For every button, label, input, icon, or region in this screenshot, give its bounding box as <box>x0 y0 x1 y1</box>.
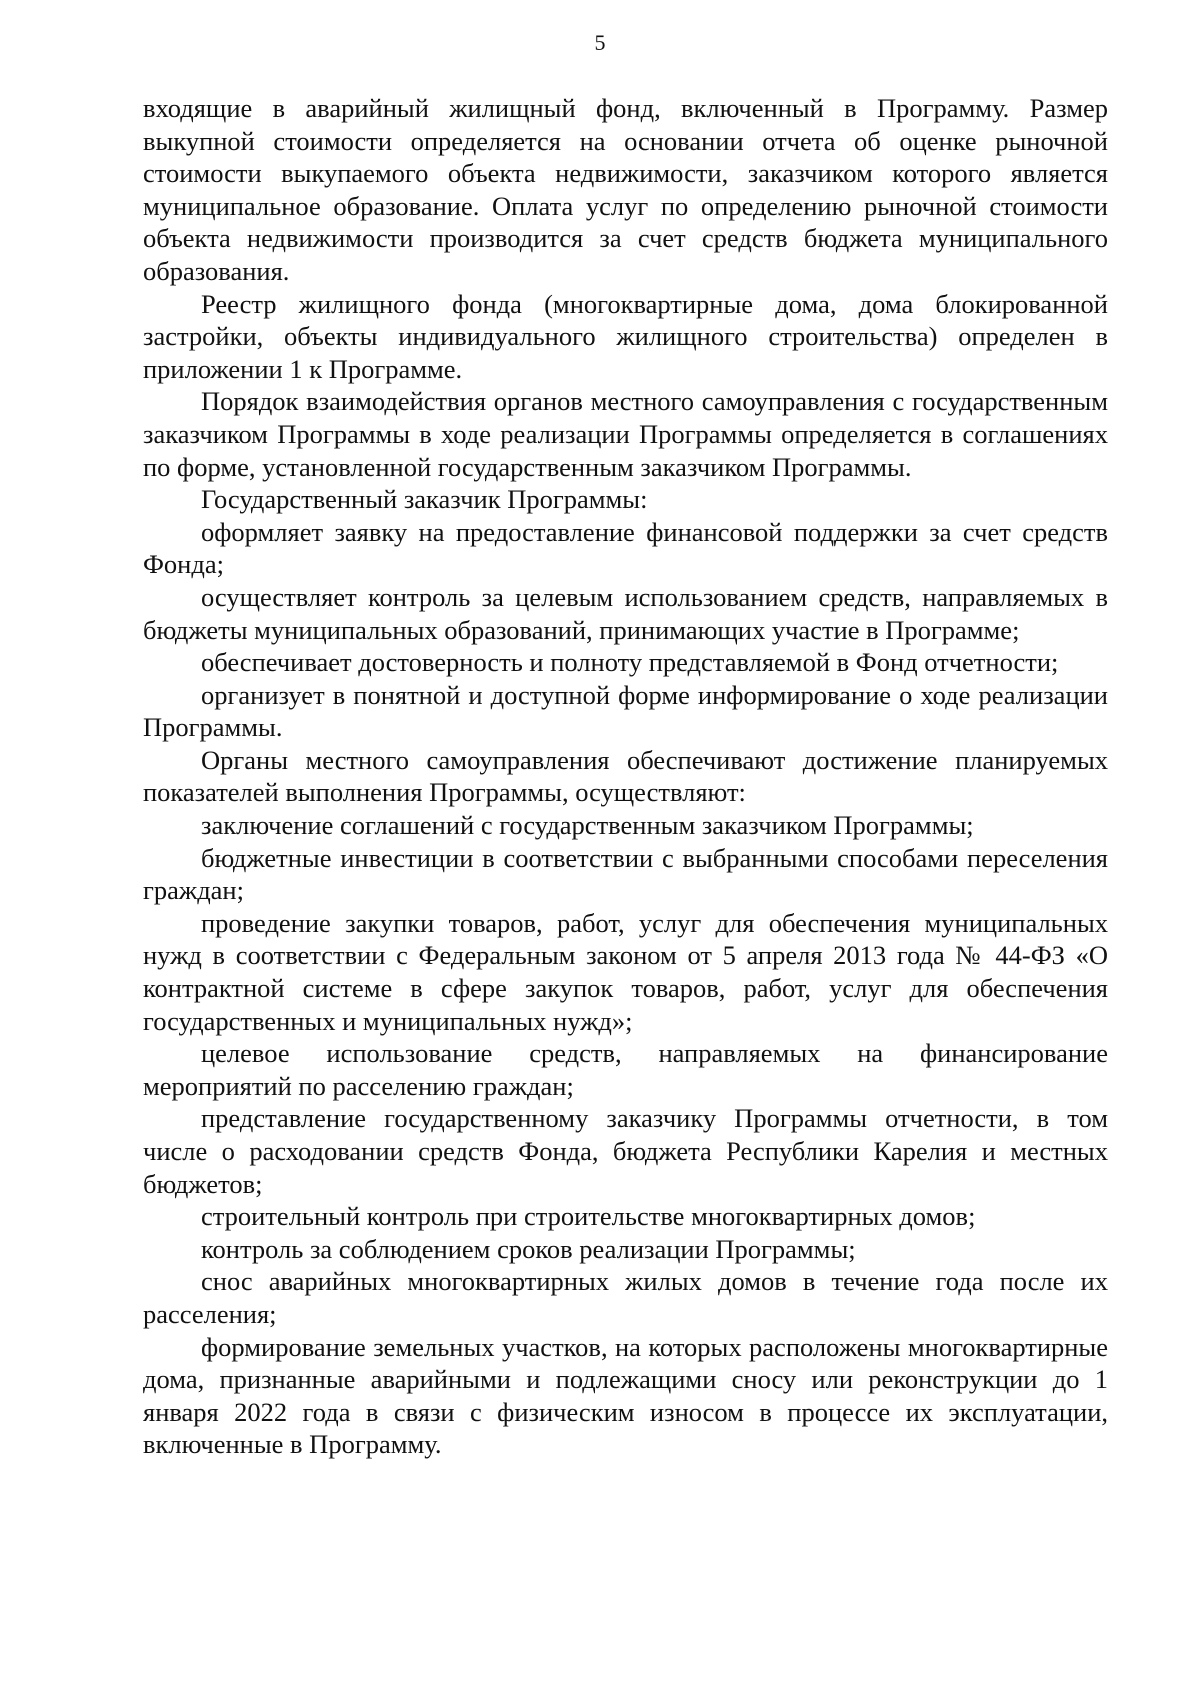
list-item-land-plots: формирование земельных участков, на которых расположены многоквартирные дома, признанные аварийными и подлежащими сносу или реконструкции до 1 января 2022 года в связи с физическим износом в процессе их эксплуатации, включенные в Программу. <box>143 1331 1108 1460</box>
page-number: 5 <box>594 30 606 55</box>
list-item-targeted-use: целевое использование средств, направляемых на финансирование мероприятий по расселению граждан; <box>143 1038 1108 1101</box>
list-item-agreements: заключение соглашений с государственным заказчиком Программы; <box>201 810 974 841</box>
paragraph-redemption-price: входящие в аварийный жилищный фонд, включенный в Программу. Размер выкупной стоимости определяется на основании отчета об оценке рыночной стоимости выкупаемого объекта недвижимости, заказчиком которого является муниципальное образование. Оплата услуг по определению рыночной стоимости объекта недвижимости производится за счет средств бюджета муниципального образования. <box>143 93 1108 286</box>
list-item-deadline-control: контроль за соблюдением сроков реализации Программы; <box>201 1233 856 1264</box>
list-item-construction-control: строительный контроль при строительстве многоквартирных домов; <box>201 1201 976 1232</box>
document-body <box>143 92 1108 1461</box>
list-item-reporting: обеспечивает достоверность и полноту представляемой в Фонд отчетности; <box>201 647 1059 678</box>
list-item-application: оформляет заявку на предоставление финансовой поддержки за счет средств Фонда; <box>143 516 1108 580</box>
paragraph-housing-registry: Реестр жилищного фонда (многоквартирные дома, дома блокированной застройки, объекты индивидуального жилищного строительства) определен в приложении 1 к Программе. <box>143 288 1108 384</box>
list-item-procurement: проведение закупки товаров, работ, услуг для обеспечения муниципальных нужд в соответствии с Федеральным законом от 5 апреля 2013 года № 44-ФЗ «О контрактной системе в сфере закупок товаров, работ, услуг для обеспечения государственных и муниципальных нужд»; <box>143 907 1108 1036</box>
list-item-investments: бюджетные инвестиции в соответствии с выбранными способами переселения граждан; <box>143 842 1108 906</box>
list-item-reports-submission: представление государственному заказчику Программы отчетности, в том числе о расходовании средств Фонда, бюджета Республики Карелия и местных бюджетов; <box>143 1103 1108 1199</box>
paragraph-interaction-procedure: Порядок взаимодействия органов местного самоуправления с государственным заказчиком Программы в ходе реализации Программы определяется в соглашениях по форме, установленной государственным заказчиком Программы. <box>143 386 1108 482</box>
list-item-demolition: снос аварийных многоквартирных жилых домов в течение года после их расселения; <box>143 1266 1108 1329</box>
paragraph-state-customer-heading: Государственный заказчик Программы: <box>201 484 648 515</box>
paragraph-local-authorities-heading: Органы местного самоуправления обеспечивают достижение планируемых показателей выполнения Программы, осуществляют: <box>143 744 1108 808</box>
list-item-control: осуществляет контроль за целевым использованием средств, направляемых в бюджеты муниципальных образований, принимающих участие в Программе; <box>143 581 1108 645</box>
list-item-informing: организует в понятной и доступной форме информирование о ходе реализации Программы. <box>143 679 1108 743</box>
